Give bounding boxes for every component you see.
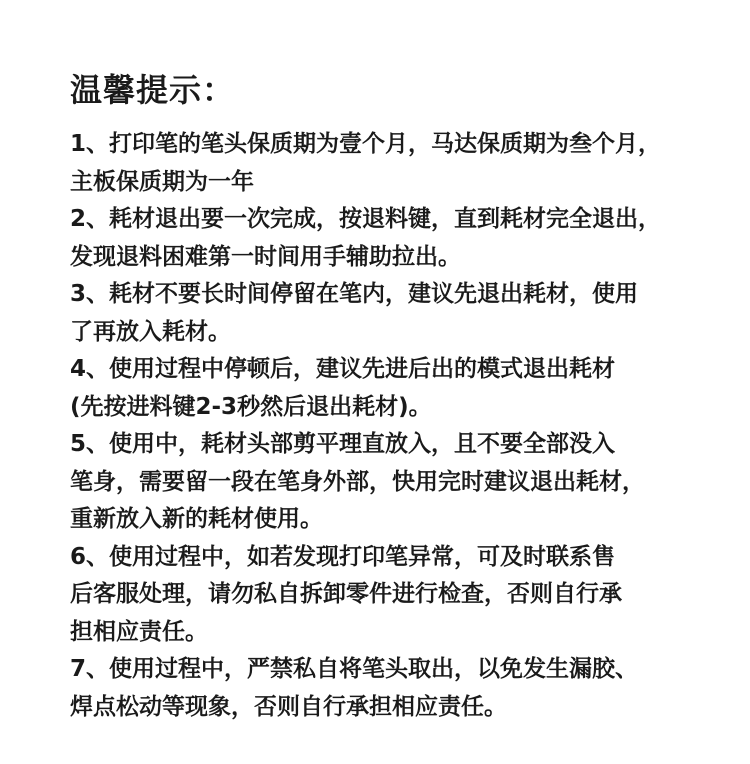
page-title: 温馨提示： — [70, 71, 236, 110]
tip-line: 后客服处理，请勿私自拆卸零件进行检查，否则自行承 — [70, 581, 622, 607]
tip-item — [70, 351, 720, 426]
tip-item — [70, 426, 720, 539]
tip-line: 1、打印笔的笔头保质期为壹个月，马达保质期为叁个月， — [70, 131, 662, 157]
tip-item — [70, 651, 720, 726]
tip-line: 3、耗材不要长时间停留在笔内，建议先退出耗材，使用 — [70, 281, 639, 307]
tip-line: 笔身，需要留一段在笔身外部，快用完时建议退出耗材， — [70, 468, 645, 495]
tip-line: 4、使用过程中停顿后，建议先进后出的模式退出耗材 — [70, 356, 616, 382]
tip-item — [70, 276, 720, 351]
tip-item — [70, 126, 720, 201]
tips-list — [70, 126, 720, 726]
tip-item — [70, 539, 720, 652]
tip-item — [70, 201, 720, 276]
tip-line: 焊点松动等现象，否则自行承担相应责任。 — [70, 693, 507, 720]
tip-line: 6、使用过程中，如若发现打印笔异常，可及时联系售 — [70, 543, 616, 570]
tip-line: 2、耗材退出要一次完成，按退料键，直到耗材完全退出， — [70, 206, 662, 232]
tip-line: (先按进料键2-3秒然后退出耗材)。 — [70, 393, 432, 420]
tip-line: 5、使用中，耗材头部剪平理直放入，且不要全部没入 — [70, 431, 616, 457]
tip-line: 重新放入新的耗材使用。 — [70, 506, 323, 532]
tip-line: 担相应责任。 — [70, 618, 208, 645]
tip-line: 7、使用过程中，严禁私自将笔头取出，以免发生漏胶、 — [70, 656, 639, 682]
tip-line: 了再放入耗材。 — [70, 318, 231, 345]
tip-line: 主板保质期为一年 — [70, 168, 254, 195]
tip-line: 发现退料困难第一时间用手辅助拉出。 — [70, 243, 461, 270]
